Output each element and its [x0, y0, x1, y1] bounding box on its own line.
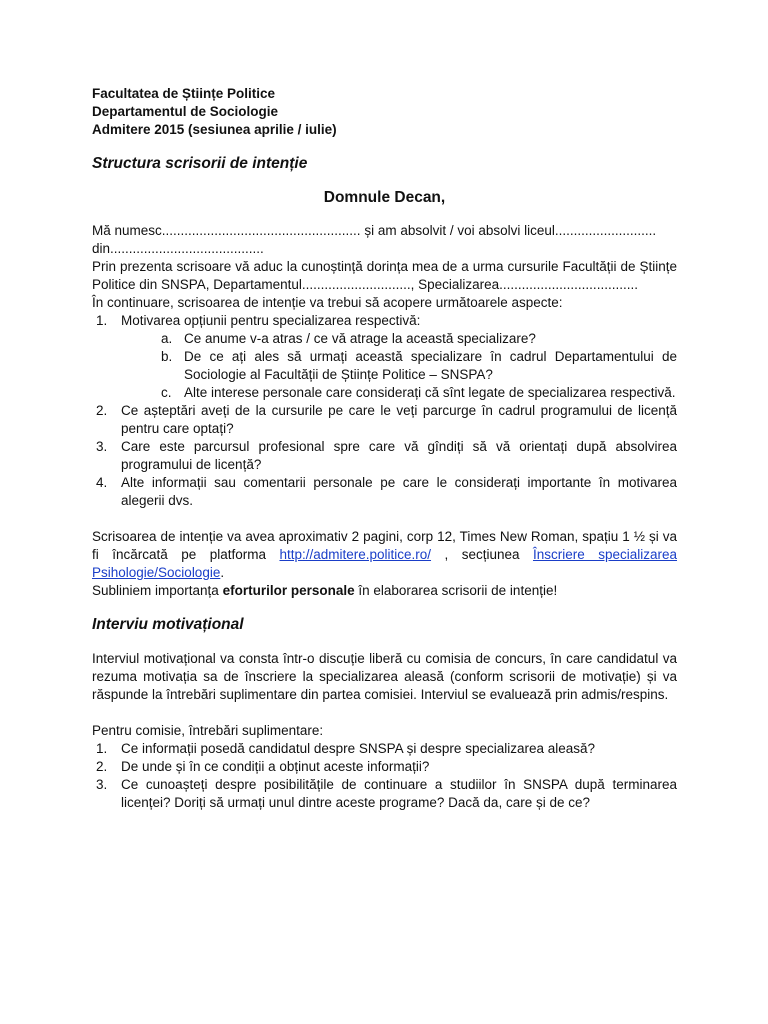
aspects-list: [92, 312, 677, 510]
list-number: 2.: [96, 403, 108, 418]
list-item-text: Motivarea opțiunii pentru specializarea respectivă:: [121, 313, 421, 328]
note-text: în elaborarea scrisorii de intenție!: [354, 583, 558, 598]
intro-declaration: Prin prezenta scrisoare vă aduc la cunoștință dorința mea de a urma cursurile Facultății de Științe Politice din SNSPA, Departamentul............................., Specializarea.....................................: [92, 259, 677, 292]
sub-list-item-text: Ce anume v-a atras / ce vă atrage la această specializare?: [184, 331, 536, 346]
section-title-letter-structure: Structura scrisorii de intenție: [92, 155, 308, 172]
list-item: [92, 740, 677, 758]
list-number: 2.: [96, 759, 108, 774]
faculty-name: Facultatea de Științe Politice: [92, 86, 276, 101]
list-item-text: Care este parcursul profesional spre care vă gîndiți să vă orientați după absolvirea programului de licență?: [121, 439, 677, 472]
intro-from-line: din.........................................: [92, 241, 264, 256]
sub-list-item: [92, 384, 677, 402]
document-body: [92, 85, 677, 812]
list-number: 1.: [96, 313, 108, 328]
list-item-text: Ce așteptări aveți de la cursurile pe care le veți parcurge în cadrul programului de licență pentru care optați?: [121, 403, 677, 436]
list-item-text: Alte informații sau comentarii personale pe care le considerați importante în motivarea alegerii dvs.: [121, 475, 677, 508]
list-number: 3.: [96, 777, 108, 792]
personal-effort-note: [92, 582, 677, 600]
greeting: Domnule Decan,: [323, 189, 446, 206]
list-number: 3.: [96, 439, 108, 454]
committee-questions-list: [92, 740, 677, 812]
note-emphasis: eforturilor personale: [222, 583, 355, 598]
list-item: [92, 776, 677, 812]
sub-list-item: [92, 330, 677, 348]
letter-info-text: .: [220, 565, 225, 580]
note-text: Subliniem importanța: [92, 583, 223, 598]
list-item: [92, 474, 677, 510]
sub-list-item-text: De ce ați ales să urmați această specializare în cadrul Departamentului de Sociologie al Facultății de Științe Politice – SNSPA?: [184, 349, 677, 382]
list-item-text: Ce cunoașteți despre posibilitățile de continuare a studiilor în SNSPA după terminarea licenței? Doriți să urmați unul dintre aceste programe? Dacă da, care și de ce?: [121, 777, 677, 810]
interview-description: Interviul motivațional va consta într-o discuție liberă cu comisia de concurs, în care candidatul va rezuma motivația sa de înscriere la specializarea aleasă (conform scrisorii de motivație) și va răspunde la întrebări suplimentare din partea comisiei. Interviul se evaluează prin admis/respins.: [92, 651, 677, 702]
intro-name-line: Mă numesc..................................................... și am absolvit / voi absolvi liceul...........................: [92, 223, 657, 238]
list-item: [92, 438, 677, 474]
letter-info-text: , secțiunea: [431, 547, 533, 562]
committee-questions-intro: Pentru comisie, întrebări suplimentare:: [92, 723, 324, 738]
intro-aspects-lead: În continuare, scrisoarea de intenție va trebui să acopere următoarele aspecte:: [92, 295, 563, 310]
department-name: Departamentul de Sociologie: [92, 104, 279, 119]
list-item-text: De unde și în ce condiții a obținut aceste informații?: [121, 759, 430, 774]
list-number: 1.: [96, 741, 108, 756]
enrollment-section-link[interactable]: Înscriere specializarea Psihologie/Sociologie: [92, 547, 678, 580]
list-item: [92, 402, 677, 438]
list-item-text: Ce informații posedă candidatul despre SNSPA și despre specializarea aleasă?: [121, 741, 596, 756]
list-item: [92, 312, 677, 330]
admission-platform-link[interactable]: http://admitere.politice.ro/: [279, 547, 432, 562]
admission-session: Admitere 2015 (sesiunea aprilie / iulie): [92, 122, 337, 137]
list-number: 4.: [96, 475, 108, 490]
letter-info-text: Scrisoarea de intenție va avea aproximativ 2 pagini, corp 12, Times New Roman, spațiu 1 ½ și va fi încărcată pe platforma: [92, 529, 677, 562]
sub-list-item-text: Alte interese personale care considerați că sînt legate de specializarea respectivă.: [184, 385, 676, 400]
sub-list-letter: c.: [161, 385, 172, 400]
list-item: [92, 758, 677, 776]
section-title-interview: Interviu motivațional: [92, 616, 244, 633]
letter-format-info: [92, 528, 677, 582]
sub-list-item: [92, 348, 677, 384]
sub-list-letter: b.: [161, 349, 173, 364]
sub-list-letter: a.: [161, 331, 173, 346]
